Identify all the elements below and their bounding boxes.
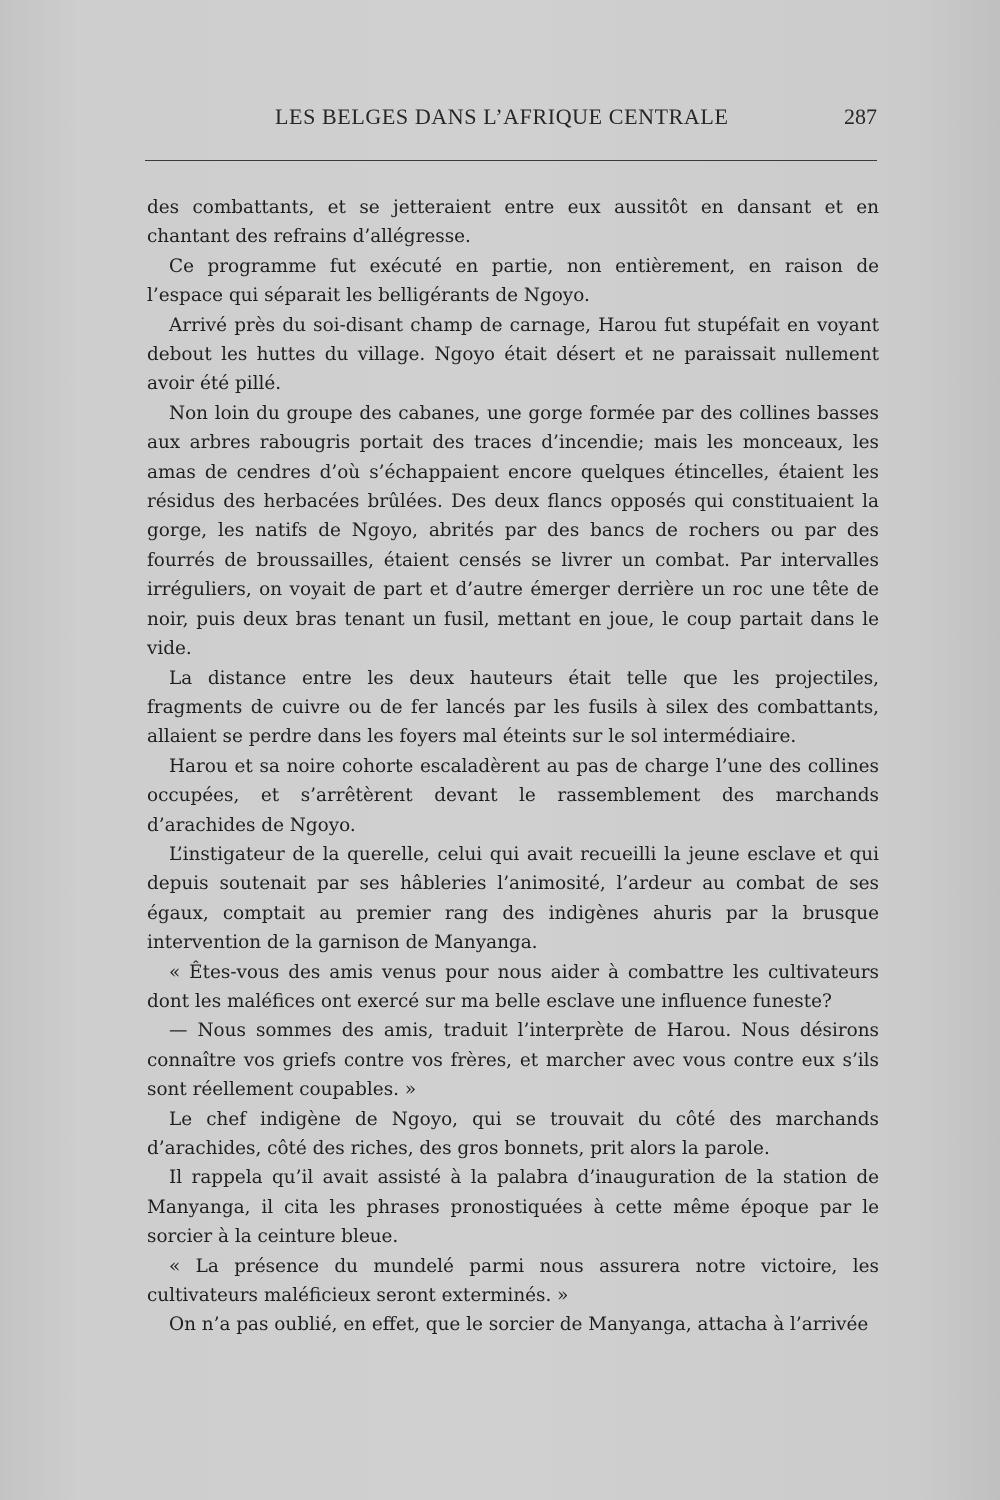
body-text	[147, 193, 879, 1340]
page-header	[145, 104, 877, 138]
paragraph: des combattants, et se jetteraient entre eux aussitôt en dansant et en chantant des refrains d’allégresse.	[147, 197, 879, 248]
header-rule	[145, 160, 877, 161]
paragraph: La distance entre les deux hauteurs était telle que les projectiles, fragments de cuivre ou de fer lancés par les fusils à silex des combattants, allaient se perdre dans les foyers mal éteints sur le sol intermédiaire.	[147, 667, 879, 748]
page-number: 287	[844, 104, 877, 129]
paragraph: « Êtes-vous des amis venus pour nous aider à combattre les cultivateurs dont les maléfices ont exercé sur ma belle esclave une influence funeste?	[147, 961, 879, 1012]
paragraph: — Nous sommes des amis, traduit l’interprète de Harou. Nous désirons connaître vos griefs contre vos frères, et marcher avec vous contre eux s’ils sont réellement coupables. »	[147, 1020, 879, 1101]
paragraph: Ce programme fut exécuté en partie, non entièrement, en raison de l’espace qui séparait les belligérants de Ngoyo.	[147, 255, 879, 307]
paragraph: Le chef indigène de Ngoyo, qui se trouvait du côté des marchands d’arachides, côté des riches, des gros bonnets, prit alors la parole.	[147, 1108, 879, 1159]
paragraph: Non loin du groupe des cabanes, une gorge formée par des collines basses aux arbres rabougris portait des traces d’incendie; mais les monceaux, les amas de cendres d’où s’échappaient encore quelques étincelles, étaient les résidus des herbacées brûlées. Des deux flancs opposés qui constituaient la gorge, les natifs de Ngoyo, abrités par des bancs de rochers ou par des fourrés de broussailles, étaient censés se livrer un combat. Par intervalles irréguliers, on voyait de part et d’autre émerger derrière un roc une tête de noir, puis deux bras tenant un fusil, mettant en joue, le coup partait dans le vide.	[147, 402, 879, 660]
paragraph: Il rappela qu’il avait assisté à la palabra d’inauguration de la station de Manyanga, il cita les phrases pronostiquées à cette même époque par le sorcier à la ceinture bleue.	[147, 1167, 879, 1248]
paragraph: L’instigateur de la querelle, celui qui avait recueilli la jeune esclave et qui depuis soutenait par ses hâbleries l’animosité, l’ardeur au combat de ses égaux, comptait au premier rang des indigènes ahuris par la brusque intervention de la garnison de Manyanga.	[147, 843, 879, 954]
paragraph: Arrivé près du soi-disant champ de carnage, Harou fut stupéfait en voyant debout les huttes du village. Ngoyo était désert et ne paraissait nullement avoir été pillé.	[147, 314, 879, 395]
paragraph: On n’a pas oublié, en effet, que le sorcier de Manyanga, attacha à l’arrivée	[169, 1314, 869, 1336]
running-title: LES BELGES DANS L’AFRIQUE CENTRALE	[275, 104, 729, 129]
paragraph: « La présence du mundelé parmi nous assurera notre victoire, les cultivateurs maléficieux seront exterminés. »	[147, 1255, 879, 1307]
paragraph: Harou et sa noire cohorte escaladèrent au pas de charge l’une des collines occupées, et s’arrêtèrent devant le rassemblement des marchands d’arachides de Ngoyo.	[147, 755, 879, 836]
